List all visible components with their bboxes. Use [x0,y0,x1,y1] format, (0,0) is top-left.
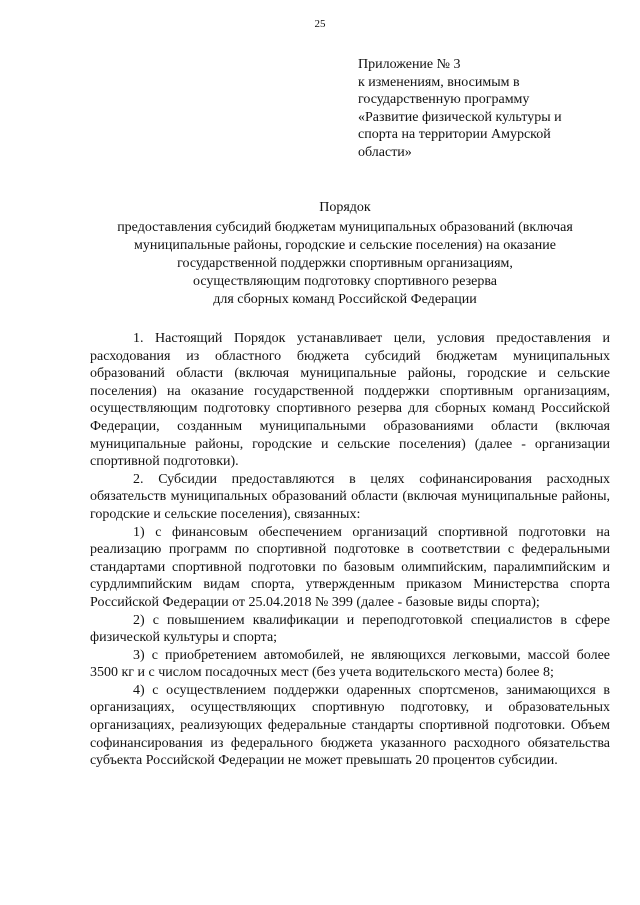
page-number: 25 [314,18,326,30]
list-item-1: 1) с финансовым обеспечением организаций спортивной подготовки на реализацию программ по спортивной подготовке в соответствии с федеральными стандартами спортивной подготовки по базовым олимпийским, паралимпийским и сурдлимпийским видам спорта, утвержденным приказом Министерства спорта Российской Федерации от 25.04.2018 № 399 (далее - базовые виды спорта); [90,524,610,610]
title-heading: Порядок [319,200,371,215]
title-line: муниципальные районы, городские и сельские поселения) на оказание [134,238,556,253]
appendix-line: Приложение № 3 [358,57,461,72]
appendix-line: к изменениям, вносимым в [358,74,520,90]
appendix-line: государственную программу [358,92,530,107]
list-item-3: 3) с приобретением автомобилей, не являющихся легковыми, массой более 3500 кг и с числом посадочных мест (без учета водительского места) более 8; [90,647,610,681]
title-line: государственной поддержки спортивным организациям, [177,256,513,271]
paragraph-2: 2. Субсидии предоставляются в целях софинансирования расходных обязательств муниципальных образований области (включая муниципальные районы, городские и сельские поселения), связанных: [90,471,610,522]
title-line: предоставления субсидий бюджетам муниципальных образований (включая [117,220,573,235]
title-line: для сборных команд Российской Федерации [213,292,477,307]
paragraph-1: 1. Настоящий Порядок устанавливает цели, условия предоставления и расходования из областного бюджета субсидий бюджетам муниципальных образований области (включая муниципальные районы, городские и сельские поселения) на оказание государственной поддержки спортивным организациям, осуществляющим подготовку спортивного резерва для сборных команд Российской Федерации, созданным муниципальными образованиями области (включая муниципальные районы, городские и сельские поселения) (далее - организации спортивной подготовки). [90,331,610,470]
appendix-header [358,56,588,161]
appendix-line: спорта на территории Амурской [358,127,551,142]
appendix-line: области» [358,144,412,160]
document-title [80,199,610,309]
list-item-2: 2) с повышением квалификации и переподготовкой специалистов в сфере физической культуры и спорта; [90,612,610,646]
list-item-4: 4) с осуществлением поддержки одаренных спортсменов, занимающихся в организациях, осуществляющих спортивную подготовку, и образовательных организациях, реализующих федеральные стандарты спортивной подготовки. Объем софинансирования из федерального бюджета указанного расходного обязательства субъекта Российской Федерации не может превышать 20 процентов субсидии. [90,682,610,769]
appendix-line: «Развитие физической культуры и [358,109,562,125]
title-line: осуществляющим подготовку спортивного резерва [193,274,497,289]
document-body [90,330,610,770]
